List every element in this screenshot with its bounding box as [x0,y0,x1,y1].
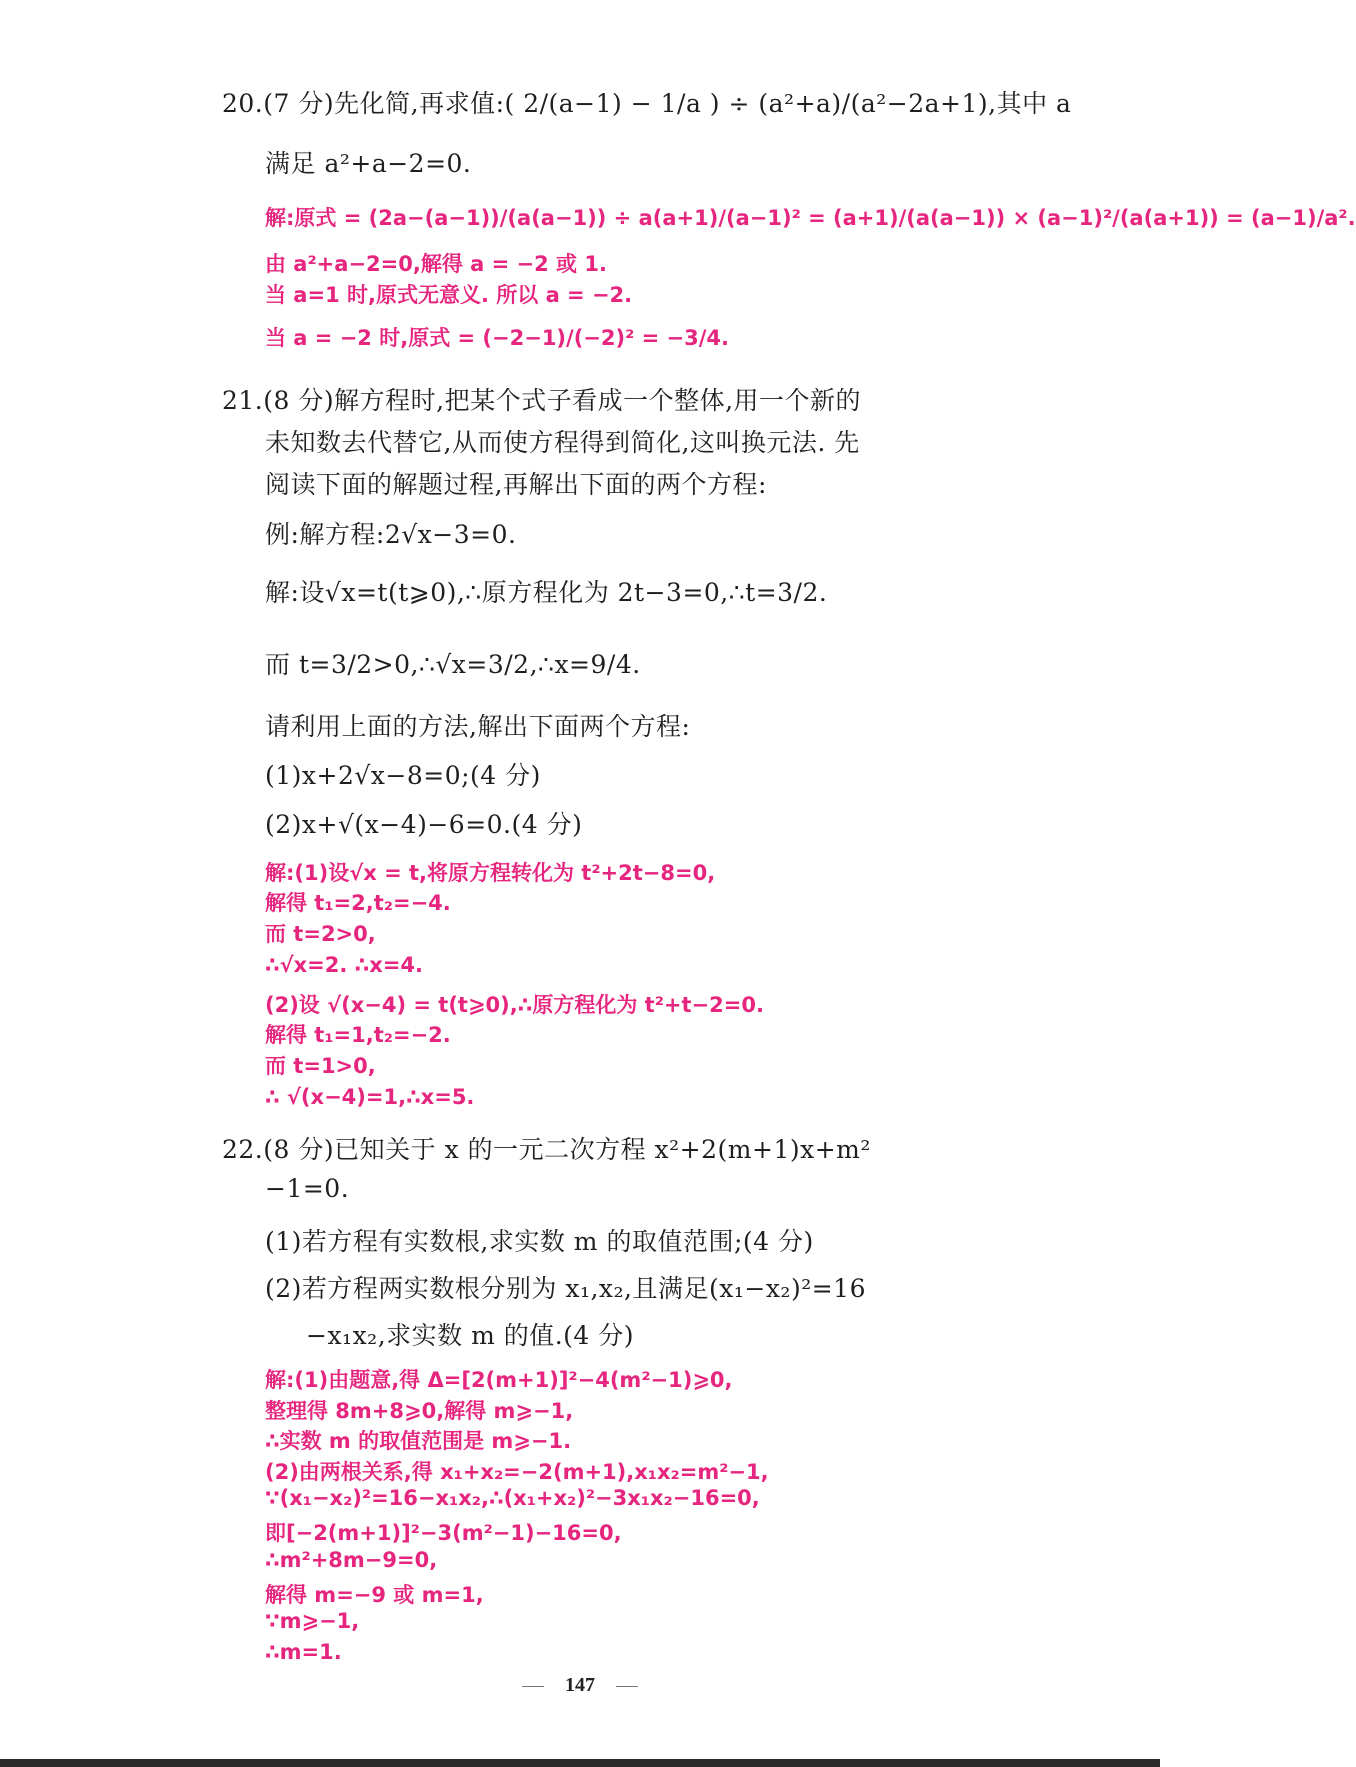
problem-22-answer-line-8: 解得 m=−9 或 m=1, [265,1583,484,1607]
problem-21-example-solution-1: 解:设√x=t(t⩾0),∴原方程化为 2t−3=0,∴t=3/2. [265,578,828,607]
footer-dash-right [616,1686,638,1687]
problem-22-part-2-line-1: (2)若方程两实数根分别为 x₁,x₂,且满足(x₁−x₂)²=16 [265,1274,866,1303]
problem-20-answer-line-1: 解:原式 = (2a−(a−1))/(a(a−1)) ÷ a(a+1)/(a−1)² = (a+1)/(a(a−1)) × (a−1)²/(a(a+1)) = (a−1)/a². [265,206,1356,230]
problem-21-answer-line-2: 解得 t₁=2,t₂=−4. [265,891,451,915]
problem-21-answer-line-6: 解得 t₁=1,t₂=−2. [265,1023,451,1047]
problem-22-answer-line-6: 即[−2(m+1)]²−3(m²−1)−16=0, [265,1521,622,1545]
problem-21-answer-line-5: (2)设 √(x−4) = t(t⩾0),∴原方程化为 t²+t−2=0. [265,993,764,1017]
problem-20-answer-line-4: 当 a = −2 时,原式 = (−2−1)/(−2)² = −3/4. [265,326,729,350]
problem-21-example: 例:解方程:2√x−3=0. [265,520,517,549]
problem-21-instruction: 请利用上面的方法,解出下面两个方程: [265,712,691,741]
bottom-bar [0,1759,1160,1767]
problem-20-statement: 20.(7 分)先化简,再求值:( 2/(a−1) − 1/a ) ÷ (a²+a)/(a²−2a+1),其中 a [222,89,1072,118]
problem-22-answer-line-5: ∵(x₁−x₂)²=16−x₁x₂,∴(x₁+x₂)²−3x₁x₂−16=0, [265,1486,760,1510]
problem-21-statement-line-3: 阅读下面的解题过程,再解出下面的两个方程: [265,470,767,499]
problem-22-answer-line-10: ∴m=1. [265,1640,342,1664]
problem-21-answer-line-4: ∴√x=2. ∴x=4. [265,953,424,977]
problem-22-answer-line-7: ∴m²+8m−9=0, [265,1548,438,1572]
problem-22-answer-line-9: ∵m⩾−1, [265,1609,360,1633]
problem-21-answer-line-1: 解:(1)设√x = t,将原方程转化为 t²+2t−8=0, [265,861,716,885]
problem-22-statement-line-2: −1=0. [265,1174,350,1203]
problem-21-answer-line-7: 而 t=1>0, [265,1054,376,1078]
problem-22-answer-line-3: ∴实数 m 的取值范围是 m⩾−1. [265,1429,572,1453]
problem-21-example-solution-2: 而 t=3/2>0,∴√x=3/2,∴x=9/4. [265,650,641,679]
problem-21-answer-line-8: ∴ √(x−4)=1,∴x=5. [265,1085,475,1109]
problem-20-answer-line-3: 当 a=1 时,原式无意义. 所以 a = −2. [265,283,633,307]
problem-22-answer-line-1: 解:(1)由题意,得 Δ=[2(m+1)]²−4(m²−1)⩾0, [265,1368,733,1392]
problem-20-condition: 满足 a²+a−2=0. [265,149,472,178]
problem-21-part-1: (1)x+2√x−8=0;(4 分) [265,761,541,790]
problem-20-answer-line-2: 由 a²+a−2=0,解得 a = −2 或 1. [265,252,607,276]
page-number: 147 [565,1674,595,1696]
footer-dash-left [522,1686,544,1687]
problem-21-answer-line-3: 而 t=2>0, [265,922,376,946]
problem-22-answer-line-2: 整理得 8m+8⩾0,解得 m⩾−1, [265,1399,574,1423]
problem-21-part-2: (2)x+√(x−4)−6=0.(4 分) [265,810,583,839]
problem-22-part-2-line-2: −x₁x₂,求实数 m 的值.(4 分) [306,1321,635,1350]
problem-22-part-1: (1)若方程有实数根,求实数 m 的取值范围;(4 分) [265,1227,814,1256]
page-footer [0,1674,1160,1697]
problem-22-answer-line-4: (2)由两根关系,得 x₁+x₂=−2(m+1),x₁x₂=m²−1, [265,1460,769,1484]
problem-22-statement-line-1: 22.(8 分)已知关于 x 的一元二次方程 x²+2(m+1)x+m² [222,1135,871,1164]
problem-21-statement-line-2: 未知数去代替它,从而使方程得到简化,这叫换元法. 先 [265,428,860,457]
problem-21-statement-line-1: 21.(8 分)解方程时,把某个式子看成一个整体,用一个新的 [222,386,862,415]
